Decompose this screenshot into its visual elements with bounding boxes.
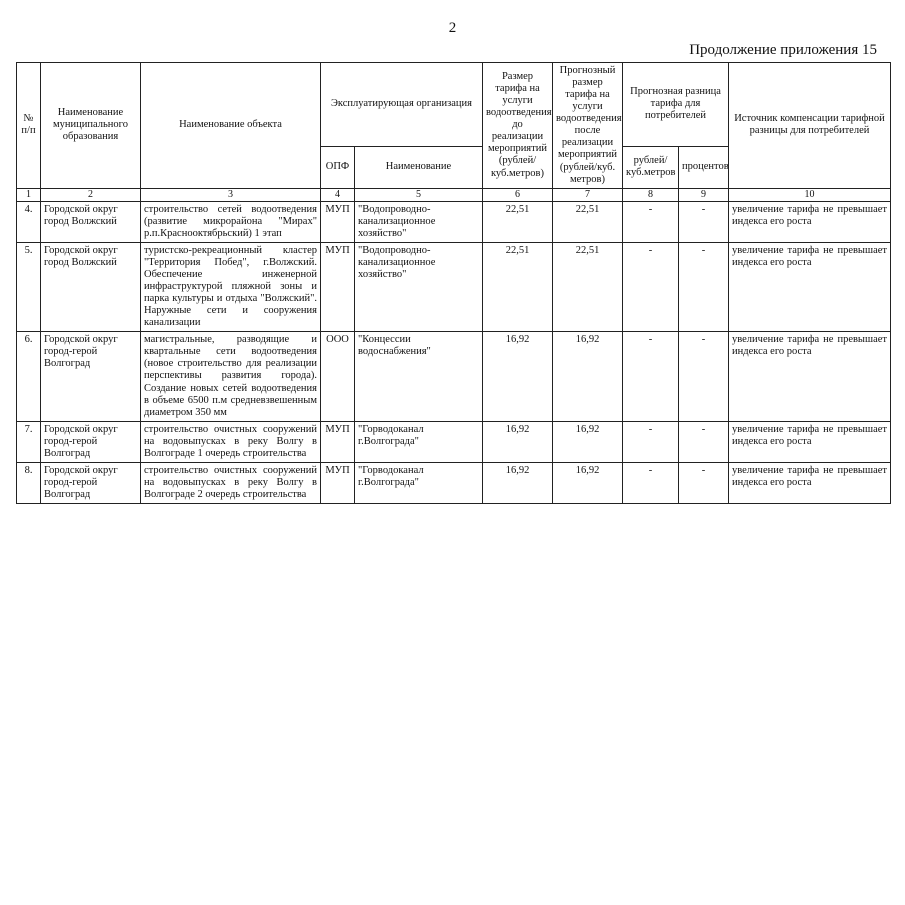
column-number: 2: [41, 188, 141, 201]
diff-pct-cell: -: [679, 332, 729, 421]
appendix-label: Продолжение приложения 15: [689, 42, 877, 58]
opf-cell: МУП: [321, 421, 355, 462]
tariff-before-cell: 22,51: [483, 201, 553, 242]
diff-pct-cell: -: [679, 242, 729, 331]
diff-rub-cell: -: [623, 462, 679, 503]
column-number: 10: [729, 188, 891, 201]
header-municipality: Наименование муниципального образования: [41, 63, 141, 189]
operator-cell: "Концессии водоснабжения": [355, 332, 483, 421]
column-number: 9: [679, 188, 729, 201]
opf-cell: МУП: [321, 462, 355, 503]
table-row: [17, 242, 891, 331]
table-row: [17, 462, 891, 503]
municipality-cell: Городской округ город-герой Волгоград: [41, 462, 141, 503]
object-cell: строительство очистных сооружений на водовыпусках в реку Волгу в Волгограде 1 очередь строительства: [141, 421, 321, 462]
row-number: 5.: [17, 242, 41, 331]
header-operator: Эксплуатирующая организация: [321, 63, 483, 147]
tariff-before-cell: 16,92: [483, 421, 553, 462]
source-cell: увеличение тарифа не превышает индекса его роста: [729, 332, 891, 421]
source-cell: увеличение тарифа не превышает индекса его роста: [729, 242, 891, 331]
header-tariff-after: Прогнозный размер тарифа на услуги водоотведения после реализации мероприятий (рублей/куб. метров): [553, 63, 623, 189]
source-cell: увеличение тарифа не превышает индекса его роста: [729, 201, 891, 242]
row-number: 8.: [17, 462, 41, 503]
object-cell: строительство очистных сооружений на водовыпусках в реку Волгу в Волгограде 2 очередь строительства: [141, 462, 321, 503]
header-source: Источник компенсации тарифной разницы для потребителей: [729, 63, 891, 189]
operator-cell: "Водопроводно-канализационное хозяйство": [355, 201, 483, 242]
tariff-after-cell: 16,92: [553, 332, 623, 421]
object-cell: строительство сетей водоотведения (развитие микрорайона "Мирах" р.п.Краснооктябрьский) 1 этап: [141, 201, 321, 242]
diff-rub-cell: -: [623, 242, 679, 331]
page-number: 2: [448, 20, 457, 36]
tariff-before-cell: 16,92: [483, 332, 553, 421]
opf-cell: МУП: [321, 242, 355, 331]
header-diff-rub: рублей/куб.метров: [623, 146, 679, 188]
header-diff: Прогнозная разница тарифа для потребителей: [623, 63, 729, 147]
row-number: 4.: [17, 201, 41, 242]
table-row: [17, 421, 891, 462]
row-number: 6.: [17, 332, 41, 421]
source-cell: увеличение тарифа не превышает индекса его роста: [729, 421, 891, 462]
diff-rub-cell: -: [623, 201, 679, 242]
tariff-after-cell: 22,51: [553, 242, 623, 331]
diff-rub-cell: -: [623, 421, 679, 462]
diff-pct-cell: -: [679, 462, 729, 503]
diff-pct-cell: -: [679, 201, 729, 242]
municipality-cell: Городской округ город Волжский: [41, 201, 141, 242]
tariff-table: [16, 62, 891, 504]
header-opf: ОПФ: [321, 146, 355, 188]
tariff-before-cell: 16,92: [483, 462, 553, 503]
row-number: 7.: [17, 421, 41, 462]
operator-cell: "Горводоканал г.Волгограда": [355, 421, 483, 462]
header-tariff-before: Размер тарифа на услуги водоотведения до реализации мероприятий (рублей/куб.метров): [483, 63, 553, 189]
opf-cell: ООО: [321, 332, 355, 421]
header-num: № п/п: [17, 63, 41, 189]
column-number: 8: [623, 188, 679, 201]
table-row: [17, 332, 891, 421]
municipality-cell: Городской округ город-герой Волгоград: [41, 421, 141, 462]
header-operator-name: Наименование: [355, 146, 483, 188]
diff-rub-cell: -: [623, 332, 679, 421]
operator-cell: "Водопроводно-канализационное хозяйство": [355, 242, 483, 331]
diff-pct-cell: -: [679, 421, 729, 462]
tariff-before-cell: 22,51: [483, 242, 553, 331]
operator-cell: "Горводоканал г.Волгограда": [355, 462, 483, 503]
header-object: Наименование объекта: [141, 63, 321, 189]
column-number: 4: [321, 188, 355, 201]
object-cell: магистральные, разводящие и квартальные сети водоотведения (новое строительство для реализации перспективы развития города). Создание новых сетей водоотведения в объеме 6500 п.м средневзвешенным диаметром 350 мм: [141, 332, 321, 421]
tariff-after-cell: 16,92: [553, 462, 623, 503]
source-cell: увеличение тарифа не превышает индекса его роста: [729, 462, 891, 503]
column-number: 3: [141, 188, 321, 201]
municipality-cell: Городской округ город-герой Волгоград: [41, 332, 141, 421]
column-number: 1: [17, 188, 41, 201]
header-diff-pct: процентов: [679, 146, 729, 188]
object-cell: туристско-рекреационный кластер "Территория Побед", г.Волжский. Обеспечение инженерной инфраструктурой пляжной зоны и парка культуры и отдыха "Волжский". Наружные сети и сооружения канализации: [141, 242, 321, 331]
municipality-cell: Городской округ город Волжский: [41, 242, 141, 331]
column-number: 7: [553, 188, 623, 201]
column-number: 6: [483, 188, 553, 201]
tariff-after-cell: 16,92: [553, 421, 623, 462]
tariff-after-cell: 22,51: [553, 201, 623, 242]
column-number: 5: [355, 188, 483, 201]
column-number-row: [17, 188, 891, 201]
opf-cell: МУП: [321, 201, 355, 242]
table-row: [17, 201, 891, 242]
